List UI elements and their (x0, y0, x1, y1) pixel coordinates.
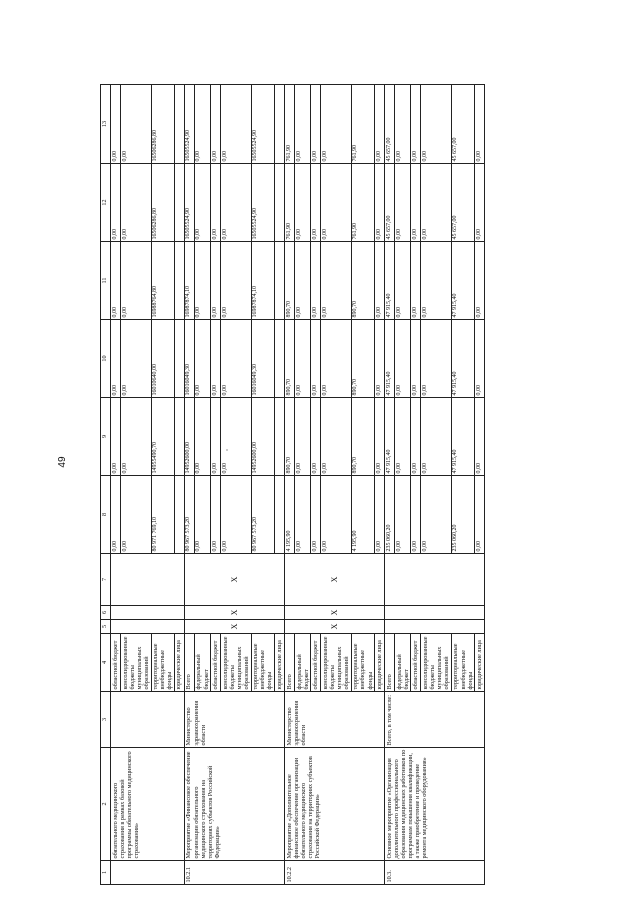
value-cell: 16506286,80 (151, 164, 174, 242)
value-cell: 0,00 (475, 85, 485, 164)
executor-cell: Всего, в том числе: (385, 692, 485, 748)
value-cell: 47 915,40 (385, 242, 395, 320)
code-cell (385, 620, 485, 634)
value-cell: 0,00 (411, 476, 421, 554)
item-name-cell: обязательного медицинского страхования в рамках базовой программы обязательного медицинского страхования» (111, 748, 185, 861)
value-cell: 14952600,00 (184, 398, 194, 476)
column-header: 7 (101, 554, 111, 606)
funding-source-cell: федеральный бюджет (194, 634, 210, 692)
funding-source-cell: областной бюджет (311, 634, 321, 692)
value-cell: 0,00 (395, 242, 411, 320)
value-cell: 45 657,00 (451, 164, 474, 242)
funding-source-cell: областной бюджет (111, 634, 121, 692)
table-row (184, 85, 194, 885)
funding-source-cell: федеральный бюджет (395, 634, 411, 692)
value-cell: 0,00 (194, 320, 210, 398)
value-cell: 761,90 (285, 85, 295, 164)
value-cell: 16506286,80 (151, 85, 174, 164)
funding-source-cell: юридические лица (275, 634, 285, 692)
value-cell: 890,70 (285, 242, 295, 320)
value-cell: 0,00 (221, 320, 252, 398)
funding-source-cell: областной бюджет (211, 634, 221, 692)
value-cell: 0,00 (395, 398, 411, 476)
executor-cell: Министерство здравоохранения области (285, 692, 385, 748)
column-header: 2 (101, 748, 111, 861)
value-cell: 0,00 (421, 476, 452, 554)
value-cell: 0,00 (395, 164, 411, 242)
value-cell: 16505524,90 (251, 164, 274, 242)
value-cell: 0,00 (121, 242, 152, 320)
value-cell: 16987874,10 (184, 242, 194, 320)
value-cell (174, 164, 184, 242)
value-cell: 47 915,40 (451, 242, 474, 320)
value-cell: 0,00 (311, 476, 321, 554)
item-id-cell: 10.2.1 (184, 861, 284, 885)
executor-cell: Министерство здравоохранения области (184, 692, 284, 748)
value-cell: 0,00 (421, 398, 452, 476)
value-cell: 0,00 (194, 242, 210, 320)
value-cell: 0,00 (475, 320, 485, 398)
value-cell (174, 85, 184, 164)
value-cell: 0,00 (221, 164, 252, 242)
value-cell: 0,00 (111, 85, 121, 164)
value-cell: 890,70 (351, 398, 374, 476)
value-cell: 0,00 (211, 320, 221, 398)
value-cell: 47 915,40 (385, 398, 395, 476)
value-cell: 0,00 (311, 85, 321, 164)
value-cell: 14955490,70 (151, 398, 174, 476)
code-cell: X (285, 554, 385, 606)
value-cell: 0,00 (411, 242, 421, 320)
table-row (385, 85, 395, 885)
funding-source-cell: юридические лица (375, 634, 385, 692)
value-cell: 0,00 (311, 242, 321, 320)
value-cell: 0,00 (375, 85, 385, 164)
value-cell: 235 060,20 (385, 476, 395, 554)
value-cell: 0,00 (295, 320, 311, 398)
value-cell (174, 398, 184, 476)
item-name-cell: Мероприятие «Финансовое обеспечение организации обязательного медицинского страхования на территориях субъектов Российской Федерации» (184, 748, 284, 861)
value-cell: 0,00 (421, 85, 452, 164)
item-id-cell: 10.2.2 (285, 861, 385, 885)
funding-source-cell: консолидированные бюджеты муниципальных образований (221, 634, 252, 692)
value-cell (275, 164, 285, 242)
value-cell: 761,90 (351, 164, 374, 242)
value-cell (275, 476, 285, 554)
value-cell: 0,00 (121, 476, 152, 554)
code-cell: X (285, 606, 385, 620)
table-row (285, 85, 295, 885)
code-cell: X (184, 606, 284, 620)
code-cell (111, 606, 185, 620)
value-cell: 0,00 (375, 476, 385, 554)
value-cell: 0,00 (421, 242, 452, 320)
code-cell: X (285, 620, 385, 634)
value-cell: 0,00 (321, 164, 352, 242)
value-cell (174, 242, 184, 320)
funding-source-cell: консолидированные бюджеты муниципальных образований (121, 634, 152, 692)
value-cell: 0,00 (311, 164, 321, 242)
value-cell: 0,00 (411, 398, 421, 476)
code-cell (111, 620, 185, 634)
value-cell: 47 915,40 (451, 398, 474, 476)
value-cell: 890,70 (351, 242, 374, 320)
item-id-cell (111, 861, 185, 885)
table-row (111, 85, 121, 885)
column-header: 8 (101, 476, 111, 554)
value-cell: 47 915,40 (451, 320, 474, 398)
funding-source-cell: консолидированные бюджеты муниципальных образований (321, 634, 352, 692)
value-cell: 0,00 (321, 320, 352, 398)
value-cell: 0,00 (311, 398, 321, 476)
value-cell: 16505524,90 (251, 85, 274, 164)
value-cell: 890,70 (285, 398, 295, 476)
value-cell: 0,00 (194, 398, 210, 476)
value-cell (174, 320, 184, 398)
value-cell: 0,00 (395, 320, 411, 398)
value-cell: 0,00 (411, 85, 421, 164)
column-header: 6 (101, 606, 111, 620)
value-cell: 0,00 (121, 164, 152, 242)
column-header: 9 (101, 398, 111, 476)
funding-source-cell: территориальные внебюджетные фонды (351, 634, 374, 692)
value-cell: 0,00 (295, 164, 311, 242)
item-name-cell: Основное мероприятие «Организация дополнительного профессионального образования медицинских работников по программам повышения квалификации, а также приобретение и проведение ремонта медицинского оборудования» (385, 748, 485, 861)
code-cell (385, 606, 485, 620)
funding-source-cell: юридические лица (475, 634, 485, 692)
value-cell: 0,00 (211, 242, 221, 320)
column-header: 11 (101, 242, 111, 320)
value-cell: 0,00 (121, 85, 152, 164)
column-header: 1 (101, 861, 111, 885)
value-cell (275, 398, 285, 476)
value-cell (275, 320, 285, 398)
funding-source-cell: федеральный бюджет (295, 634, 311, 692)
value-cell: 0,00 (211, 398, 221, 476)
value-cell: 0,00 (411, 320, 421, 398)
value-cell: 0,00 (295, 85, 311, 164)
funding-source-cell: территориальные внебюджетные фонды (251, 634, 274, 692)
value-cell: 0,00 (211, 85, 221, 164)
value-cell: 0,00 (121, 398, 152, 476)
value-cell: 0,00 (295, 398, 311, 476)
value-cell: 16016049,30 (251, 320, 274, 398)
funding-source-cell: Всего (385, 634, 395, 692)
funding-source-cell: юридические лица (174, 634, 184, 692)
value-cell (275, 242, 285, 320)
value-cell: 80 967 573,20 (184, 476, 194, 554)
value-cell: 0,00 (311, 320, 321, 398)
value-cell: 890,70 (285, 320, 295, 398)
column-header: 13 (101, 85, 111, 164)
value-cell: 235 060,20 (451, 476, 474, 554)
code-cell (385, 554, 485, 606)
value-cell: 0,00 (395, 476, 411, 554)
value-cell: 45 657,00 (451, 85, 474, 164)
value-cell: 0,00 (221, 476, 252, 554)
value-cell: 16987874,10 (251, 242, 274, 320)
value-cell: 4 195,90 (285, 476, 295, 554)
value-cell: 0,00 (211, 476, 221, 554)
value-cell: 0,00 (375, 164, 385, 242)
funding-source-cell: консолидированные бюджеты муниципальных образований (421, 634, 452, 692)
value-cell: 0,00 (194, 476, 210, 554)
value-cell: 0,00 (221, 398, 252, 476)
funding-source-cell: Всего (184, 634, 194, 692)
column-number-row (101, 85, 111, 885)
budget-table (100, 84, 485, 885)
value-cell: 0,00 (375, 398, 385, 476)
value-cell: 45 657,00 (385, 85, 395, 164)
value-cell: 0,00 (421, 164, 452, 242)
value-cell: 0,00 (111, 398, 121, 476)
value-cell: 0,00 (111, 320, 121, 398)
value-cell: 0,00 (121, 320, 152, 398)
value-cell (174, 476, 184, 554)
value-cell: 16505524,90 (184, 164, 194, 242)
executor-cell (111, 692, 185, 748)
item-name-cell: Мероприятие «Дополнительное финансовое обеспечение организации обязательного медицинского страхования на территориях субъектов Российской Федерации» (285, 748, 385, 861)
funding-source-cell: Всего (285, 634, 295, 692)
value-cell: 0,00 (221, 242, 252, 320)
value-cell: 45 657,00 (385, 164, 395, 242)
column-header: 12 (101, 164, 111, 242)
value-cell: 0,00 (295, 242, 311, 320)
column-header: 10 (101, 320, 111, 398)
value-cell: 80 971 769,10 (151, 476, 174, 554)
value-cell: 0,00 (211, 164, 221, 242)
value-cell: 16016049,30 (184, 320, 194, 398)
value-cell (275, 85, 285, 164)
value-cell: 0,00 (295, 476, 311, 554)
value-cell: 4 195,90 (351, 476, 374, 554)
code-cell (111, 554, 185, 606)
funding-source-cell: территориальные внебюджетные фонды (451, 634, 474, 692)
value-cell: 0,00 (475, 164, 485, 242)
value-cell: 0,00 (411, 164, 421, 242)
value-cell: 761,90 (351, 85, 374, 164)
value-cell: 0,00 (421, 320, 452, 398)
page-number: 49 (56, 456, 68, 468)
value-cell: 14952600,00 (251, 398, 274, 476)
value-cell: 16010640,00 (151, 320, 174, 398)
value-cell: 0,00 (475, 476, 485, 554)
value-cell: 0,00 (111, 164, 121, 242)
value-cell: 0,00 (221, 85, 252, 164)
column-header: 4 (101, 634, 111, 692)
value-cell: 0,00 (194, 164, 210, 242)
value-cell: 0,00 (375, 242, 385, 320)
value-cell: 0,00 (194, 85, 210, 164)
value-cell: 16505524,90 (184, 85, 194, 164)
value-cell: 0,00 (395, 85, 411, 164)
value-cell: 80 967 573,20 (251, 476, 274, 554)
column-header: 5 (101, 620, 111, 634)
value-cell: 0,00 (375, 320, 385, 398)
funding-source-cell: территориальные внебюджетные фонды (151, 634, 174, 692)
value-cell: 0,00 (475, 242, 485, 320)
value-cell: 0,00 (321, 398, 352, 476)
column-header: 3 (101, 692, 111, 748)
value-cell: 761,90 (285, 164, 295, 242)
value-cell: 0,00 (475, 398, 485, 476)
value-cell: 0,00 (321, 85, 352, 164)
item-id-cell: 10.3. (385, 861, 485, 885)
table-body (111, 85, 485, 885)
code-cell: X (184, 554, 284, 606)
value-cell: 0,00 (111, 476, 121, 554)
funding-source-cell: областной бюджет (411, 634, 421, 692)
value-cell: 47 915,40 (385, 320, 395, 398)
value-cell: 0,00 (321, 242, 352, 320)
rotated-table-container (100, 89, 605, 885)
value-cell: 890,70 (351, 320, 374, 398)
value-cell: 16988764,80 (151, 242, 174, 320)
value-cell: 0,00 (111, 242, 121, 320)
code-cell: X (184, 620, 284, 634)
value-cell: 0,00 (321, 476, 352, 554)
